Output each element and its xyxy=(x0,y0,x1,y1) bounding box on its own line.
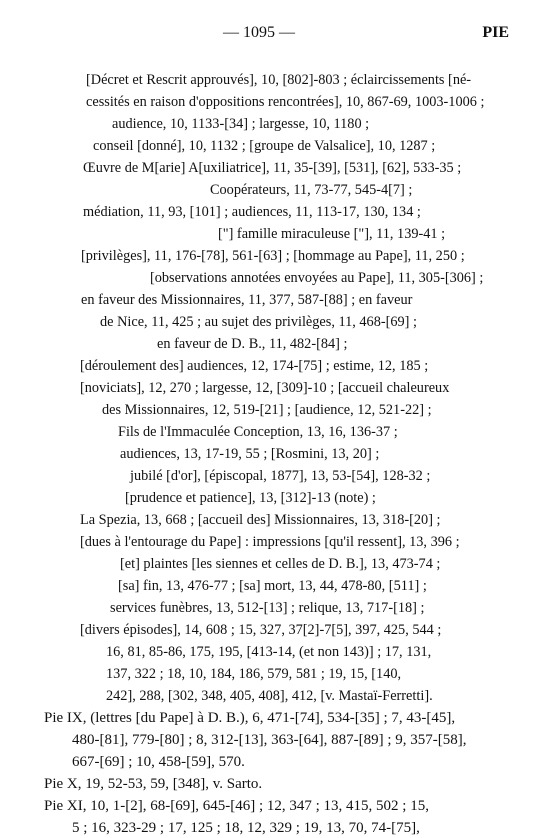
running-header xyxy=(0,24,535,46)
entry-line: [sa] fin, 13, 476-77 ; [sa] mort, 13, 44, 478-80, [511] ; xyxy=(118,578,427,594)
entry-line: [déroulement des] audiences, 12, 174-[75] ; estime, 12, 185 ; xyxy=(80,358,429,374)
entry-line: [Décret et Rescrit approuvés], 10, [802]-803 ; éclaircissements [né- xyxy=(86,72,472,88)
entry-line: [dues à l'entourage du Pape] : impressions [qu'il ressent], 13, 396 ; xyxy=(80,534,460,550)
entry-line: Pie IX, (lettres [du Pape] à D. B.), 6, 471-[74], 534-[35] ; 7, 43-[45], xyxy=(44,710,456,726)
entry-line: 480-[81], 779-[80] ; 8, 312-[13], 363-[64], 887-[89] ; 9, 357-[58], xyxy=(72,732,467,748)
entry-line: 667-[69] ; 10, 458-[59], 570. xyxy=(72,754,245,770)
entry-line: [privilèges], 11, 176-[78], 561-[63] ; [hommage au Pape], 11, 250 ; xyxy=(81,248,465,264)
entry-line: [observations annotées envoyées au Pape], 11, 305-[306] ; xyxy=(150,270,484,286)
entry-line: [et] plaintes [les siennes et celles de D. B.], 13, 473-74 ; xyxy=(120,556,441,572)
entry-line: audience, 10, 1133-[34] ; largesse, 10, 1180 ; xyxy=(112,116,370,132)
entry-line: cessités en raison d'oppositions rencontrées], 10, 867-69, 1003-1006 ; xyxy=(86,94,485,110)
entry-line: 5 ; 16, 323-29 ; 17, 125 ; 18, 12, 329 ; 19, 13, 70, 74-[75], xyxy=(72,820,420,836)
entry-line: conseil [donné], 10, 1132 ; [groupe de Valsalice], 10, 1287 ; xyxy=(93,138,436,154)
entry-line: Coopérateurs, 11, 73-77, 545-4[7] ; xyxy=(210,182,413,198)
entry-line: services funèbres, 13, 512-[13] ; relique, 13, 717-[18] ; xyxy=(110,600,425,616)
entry-line: Pie XI, 10, 1-[2], 68-[69], 645-[46] ; 12, 347 ; 13, 415, 502 ; 15, xyxy=(44,798,429,814)
entry-line: La Spezia, 13, 668 ; [accueil des] Missionnaires, 13, 318-[20] ; xyxy=(80,512,441,528)
entry-line: des Missionnaires, 12, 519-[21] ; [audience, 12, 521-22] ; xyxy=(102,402,432,418)
headword: PIE xyxy=(482,24,509,41)
entry-line: Fils de l'Immaculée Conception, 13, 16, 136-37 ; xyxy=(118,424,398,440)
page-number: — 1095 — xyxy=(223,24,295,41)
entry-line: 16, 81, 85-86, 175, 195, [413-14, (et non 143)] ; 17, 131, xyxy=(106,644,432,660)
entry-line: [divers épisodes], 14, 608 ; 15, 327, 37[2]-7[5], 397, 425, 544 ; xyxy=(80,622,442,638)
entry-line: de Nice, 11, 425 ; au sujet des privilèges, 11, 468-[69] ; xyxy=(100,314,417,330)
entry-line: Œuvre de M[arie] A[uxiliatrice], 11, 35-[39], [531], [62], 533-35 ; xyxy=(83,160,462,176)
entry-line: médiation, 11, 93, [101] ; audiences, 11, 113-17, 130, 134 ; xyxy=(83,204,421,220)
entry-line: 137, 322 ; 18, 10, 184, 186, 579, 581 ; 19, 15, [140, xyxy=(106,666,402,682)
entry-line: Pie X, 19, 52-53, 59, [348], v. Sarto. xyxy=(44,776,263,792)
entry-line: audiences, 13, 17-19, 55 ; [Rosmini, 13, 20] ; xyxy=(120,446,380,462)
entry-line: 242], 288, [302, 348, 405, 408], 412, [v. Mastaï-Ferretti]. xyxy=(106,688,433,704)
entry-line: ["] famille miraculeuse ["], 11, 139-41 ; xyxy=(218,226,446,242)
entry-line: jubilé [d'or], [épiscopal, 1877], 13, 53-[54], 128-32 ; xyxy=(130,468,431,484)
entry-line: [prudence et patience], 13, [312]-13 (note) ; xyxy=(125,490,376,506)
entry-line: en faveur de D. B., 11, 482-[84] ; xyxy=(157,336,348,352)
entry-line: [noviciats], 12, 270 ; largesse, 12, [309]-10 ; [accueil chaleureux xyxy=(80,380,450,396)
entry-line: en faveur des Missionnaires, 11, 377, 587-[88] ; en faveur xyxy=(81,292,413,308)
